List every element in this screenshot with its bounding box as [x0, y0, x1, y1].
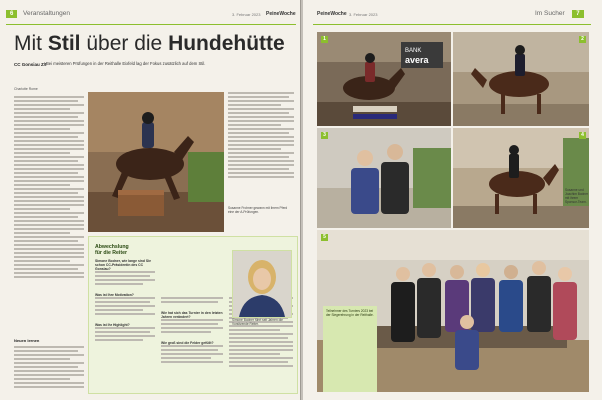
badge-3: 3	[321, 132, 328, 139]
group-caption-box: Teilnehmer des Turniers 2023 bei der Siegerehrung in der Reithalle.	[323, 306, 377, 392]
badge-4: 4	[579, 132, 586, 139]
box-question-3: Was ist Ihr Highlight?	[95, 323, 130, 327]
photo-1-jump	[317, 32, 451, 126]
photo-caption-right: Susanne und Joachim Bodner mit ihrem Sponsor-Team.	[565, 188, 589, 204]
right-header	[531, 10, 584, 18]
section-label-left: Veranstaltungen	[23, 10, 70, 17]
photo-2-dressage	[453, 32, 589, 126]
box-column-2	[161, 297, 223, 371]
headline: Mit Stil über die Hundehütte	[14, 32, 285, 55]
horse-jump-photo	[88, 92, 224, 232]
box-question-5: Wie groß sind die Felder gefüllt?	[161, 341, 214, 345]
box-question-2: Was ist Ihre Motivation?	[95, 293, 134, 297]
deck: Bei meisteren Prüfungen in der Reithalle Eixfeld lag der Fokus zusätzlich auf dem Stil.	[46, 61, 206, 66]
photo-4-rider	[453, 128, 589, 228]
page-number-right: 7	[572, 10, 583, 18]
kicker: CC Gonsiau Z/t	[14, 62, 47, 67]
date-right: 3. Februar 2023	[349, 12, 378, 17]
banner-avera-text: avera	[405, 55, 429, 65]
section-label-right: Im Sucher	[535, 10, 565, 17]
portrait-photo	[232, 250, 292, 318]
badge-5: 5	[321, 234, 328, 241]
photo-3-two-men	[317, 128, 451, 228]
body-column-1b	[14, 346, 84, 396]
page-number-left: 6	[6, 10, 17, 18]
logo-right: PeineWoche	[317, 11, 347, 17]
section-heading-bottom: Neuen lernen	[14, 338, 40, 343]
badge-2: 2	[579, 36, 586, 43]
portrait-caption: Simone Bodner führt seit Jahren die Vorsitzende Reiter.	[232, 318, 283, 326]
left-header	[6, 10, 70, 18]
body-column-3	[228, 92, 294, 200]
box-question-4: Wie hat sich das Turnier in den letzten Jahren verändert?	[161, 311, 223, 319]
badge-1: 1	[321, 36, 328, 43]
header-rule-right	[313, 24, 591, 25]
box-column-1	[95, 259, 155, 349]
byline: Charlotte Rome	[14, 87, 38, 91]
right-page	[303, 0, 602, 400]
photo-caption-left: Susanne Frohner gewann mit ihrem Pferd eine der A-Prüfungen.	[228, 206, 288, 214]
logo-left: PeineWoche	[266, 11, 296, 17]
box-question-1: Simone Bodner, wie lange sind Sie schon CC-Präsidentin des CC Gonsiau?	[95, 259, 151, 271]
body-column-1	[14, 96, 84, 336]
banner-bank-text: BANK	[405, 48, 422, 54]
date-left: 3. Februar 2023	[232, 12, 261, 17]
box-title: Abwechslung für die Reiter	[95, 244, 129, 256]
header-rule-left	[6, 24, 296, 25]
